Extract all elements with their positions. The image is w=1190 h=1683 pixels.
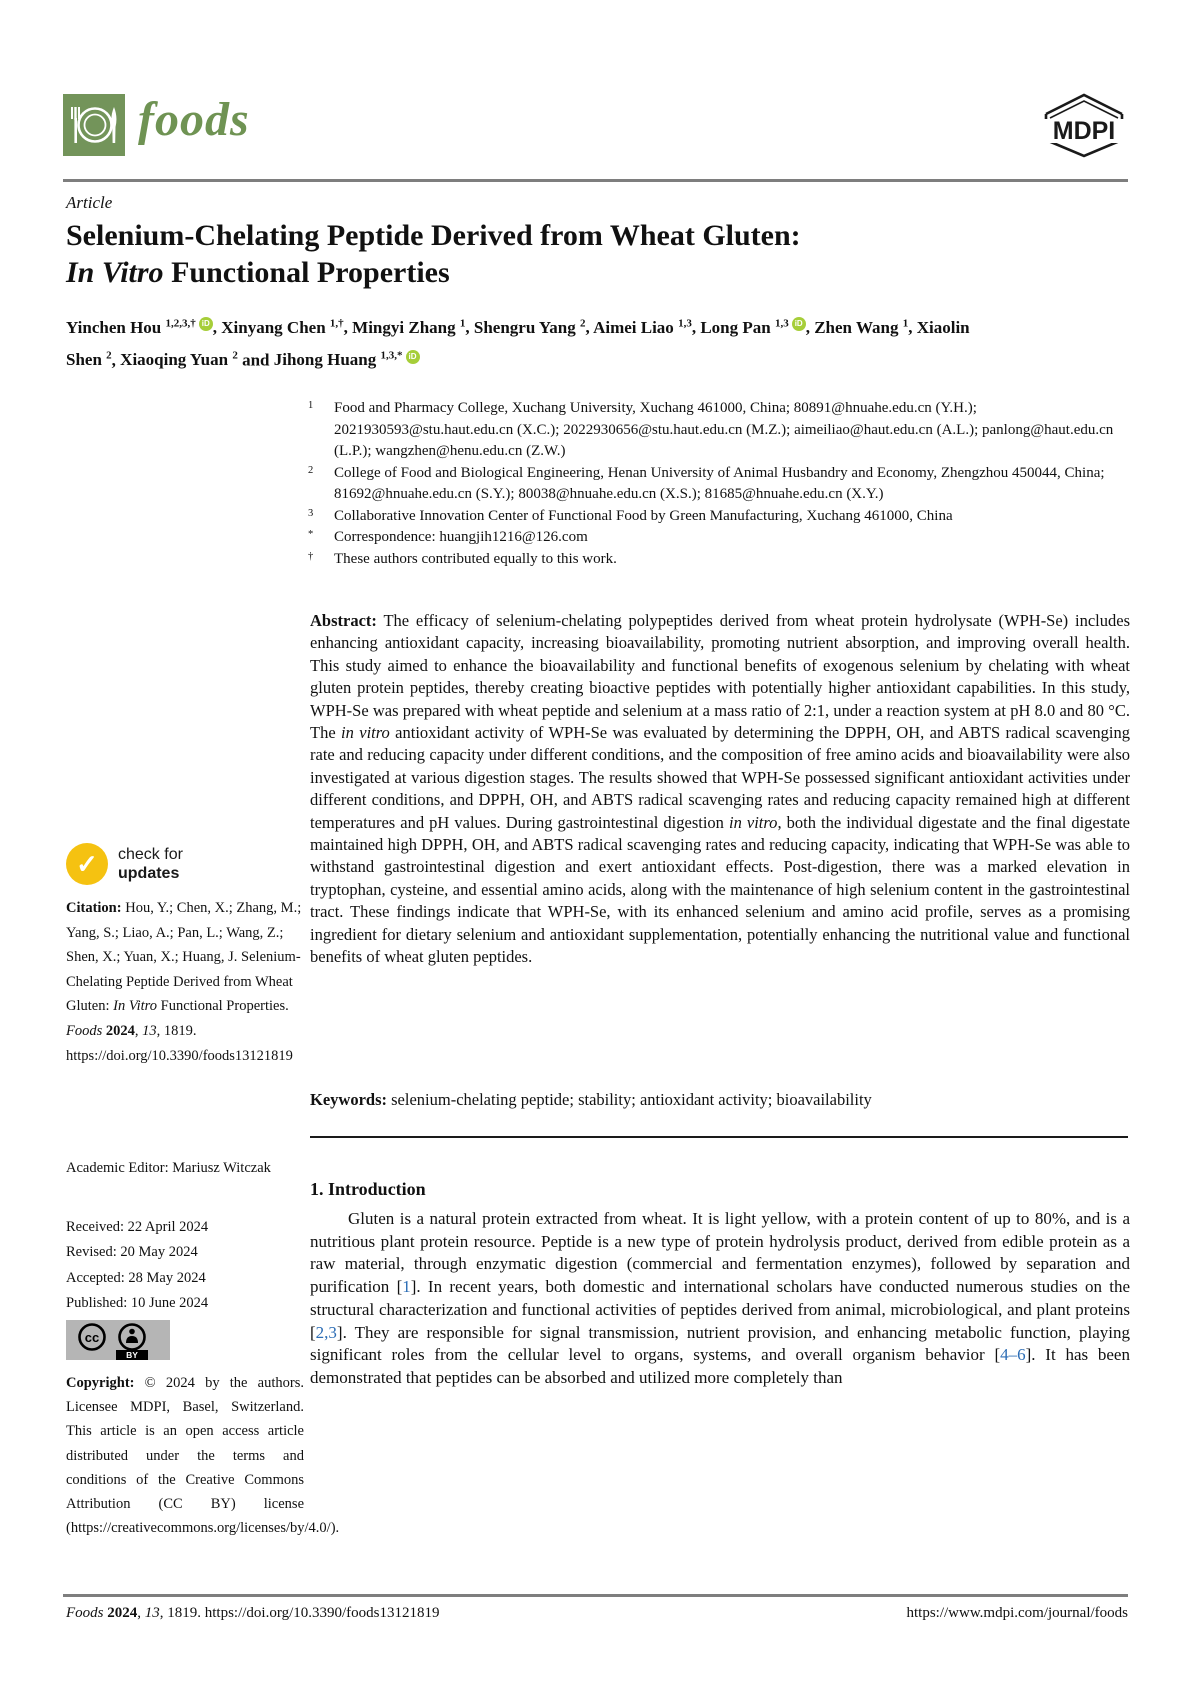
affiliation-row [308,506,1130,528]
title-line1: Selenium-Chelating Peptide Derived from Wheat Gluten: [66,219,801,252]
orcid-icon[interactable]: iD [406,350,420,364]
author-name: Jihong Huang $^{1,3,*}$ iD [274,350,420,369]
foods-logo-icon [63,94,125,156]
affiliations [308,398,1130,570]
author-name: Long Pan $^{1,3}$ iD [700,318,805,337]
check-for-updates-line1: check for [118,846,183,863]
author-name: Shengru Yang $^2$ [473,317,586,337]
affiliation-text: Correspondence: huangjih1216@126.com [334,529,588,545]
check-for-updates-badge[interactable] [66,843,183,885]
affiliation-marker: † [308,550,314,562]
introduction-paragraph: Gluten is a natural protein extracted from wheat. It is light yellow, with a protein content of up to 80%, and is a nutritious plant protein resource. Peptide is a new type of protein hydrolysis product, derived from edible protein as a raw material, through enzymatic digestion (commercial and fermentation enzymes), followed by separation and purification [1]. In recent years, both domestic and international scholars have conducted numerous studies on the structural characterization and functional activities of peptides derived from animal, microbiological, and plant proteins [2,3]. They are responsible for signal transmission, nutrient provision, and enhancing metabolic function, playing significant roles from the cellular level to organs, systems, and overall organism behavior [4–6]. It has been demonstrated that peptides can be absorbed and utilized more completely than [310,1209,1131,1387]
academic-editor: Academic Editor: Mariusz Witczak [66,1160,271,1176]
author-name: Yinchen Hou $^{1,2,3,\dagger}$ iD [66,318,213,337]
affiliation-marker: 3 [308,507,314,519]
keywords: Keywords: selenium-chelating peptide; stability; antioxidant activity; bioavailability [310,1090,872,1109]
orcid-icon[interactable]: iD [199,317,213,331]
author-line: Yinchen Hou $^{1,2,3,\dagger}$ iD , Xinyang Chen $^{1,\dagger}$, Mingyi Zhang $^1$, Shengru Yang $^2$, Aimei Liao $^{1,3}$, Long Pan $^{1,3}$ iD , Zhen Wang $^1$, Xiaolin Shen $^2$, Xiaoqing Yuan $^2$ and Jihong Huang $^{1,3,*}$ iD [66,317,970,370]
author-name: Zhen Wang $^1$ [814,317,909,337]
reference-link[interactable]: 1 [402,1277,411,1297]
affiliation-row [308,527,1130,549]
footer-citation: Foods 2024, 13, 1819. https://doi.org/10.3390/foods13121819 [66,1605,440,1621]
author-name: Xiaolin Shen $^2$ [66,317,970,370]
affiliation-row [308,398,1130,463]
affiliation-text: Collaborative Innovation Center of Functional Food by Green Manufacturing, Xuchang 461000, China [334,507,953,524]
title-rest: Functional Properties [163,256,450,289]
header-divider [63,179,1128,182]
revised-date: Revised: 20 May 2024 [66,1244,198,1261]
affiliation-text: Food and Pharmacy College, Xuchang University, Xuchang 461000, China; 80891@hnuahe.edu.cn (Y.H.); 2021930593@stu.haut.edu.cn (X.C.); 2022930656@stu.haut.edu.cn (M.Z.); aimeiliao@haut.edu.cn (A.L.); panlong@haut.edu.cn (L.P.); wangzhen@henu.edu.cn (Z.W.) [334,400,1114,459]
page-title [66,217,996,291]
citation-block: Citation: Hou, Y.; Chen, X.; Zhang, M.; Yang, S.; Liao, A.; Pan, L.; Wang, Z.; Shen, X.; Yuan, X.; Huang, J. Selenium-Chelating Peptide Derived from Wheat Gluten: In Vitro Functional Properties. Foods 2024, 13, 1819. https://doi.org/10.3390/foods13121819 [66,900,302,1064]
accepted-date: Accepted: 28 May 2024 [66,1269,206,1286]
published-date: Published: 10 June 2024 [66,1294,209,1311]
check-for-updates-line2: updates [118,865,180,882]
affiliation-marker: 2 [308,464,314,476]
affiliation-row [308,549,1130,571]
check-icon: ✓ [66,843,108,885]
affiliation-text: These authors contributed equally to this work. [334,550,617,567]
footer-divider [63,1594,1128,1597]
affiliation-marker: * [308,529,314,540]
svg-text:MDPI: MDPI [1052,117,1116,145]
article-type-label: Article [66,193,113,212]
history-dates [66,1215,208,1316]
affiliation-text: College of Food and Biological Engineering, Henan University of Animal Husbandry and Economy, Zhengzhou 450044, China; 81692@hnuahe.edu.cn (S.Y.); 80038@hnuahe.edu.cn (X.S.); 81685@hnuahe.edu.cn (X.Y.) [334,464,1105,502]
cc-by-license-icon[interactable] [66,1320,170,1360]
svg-text:cc: cc [84,1330,100,1345]
author-name: Xinyang Chen $^{1,\dagger}$ [221,317,344,337]
author-name: Mingyi Zhang $^1$ [352,317,466,337]
copyright-block: Copyright: © 2024 by the authors. Licensee MDPI, Basel, Switzerland. This article is an open access article distributed under the terms and conditions of the Creative Commons Attribution (CC BY) license (https://creativecommons.org/licenses/by/4.0/). [66,1375,340,1537]
author-name: Aimei Liao $^{1,3}$ [593,317,692,337]
svg-text:BY: BY [126,1350,138,1360]
introduction-heading: 1. Introduction [310,1179,426,1199]
title-italic-part: In Vitro [66,256,164,289]
reference-link[interactable]: 2,3 [315,1322,337,1342]
footer-journal-url[interactable]: https://www.mdpi.com/journal/foods [906,1605,1128,1621]
mdpi-logo [1040,90,1128,160]
received-date: Received: 22 April 2024 [66,1219,209,1235]
check-for-updates-label [118,845,183,883]
affiliation-marker: 1 [308,400,314,411]
reference-link[interactable]: 4–6 [1000,1345,1026,1365]
section-divider [310,1136,1128,1138]
orcid-icon[interactable]: iD [792,317,806,331]
author-name: Xiaoqing Yuan $^2$ [120,349,238,370]
affiliation-row [308,463,1130,506]
journal-wordmark: foods [138,93,250,146]
abstract: Abstract: The efficacy of selenium-chelating polypeptides derived from wheat protein hydrolysate (WPH-Se) includes enhancing antioxidant capacity, increasing bioavailability, promoting nutrient absorption, and improving overall health. This study aimed to enhance the bioavailability and functional benefits of exogenous selenium by chelating with wheat gluten protein peptides, thereby creating bioactive peptides with potentially higher antioxidant capabilities. In this study, WPH-Se was prepared with wheat peptide and selenium at a mass ratio of 2:1, under a reaction system at pH 8.0 and 80 °C. The in vitro antioxidant activity of WPH-Se was evaluated by determining the DPPH, OH, and ABTS radical scavenging rate and reducing capacity under different conditions, and the composition of free amino acids and bioavailability were also investigated at various digestion stages. The results showed that WPH-Se possessed significant antioxidant activities under different conditions, and DPPH, OH, and ABTS radical scavenging rates and reducing capacity remained high at different temperatures and pH values. During gastrointestinal digestion in vitro, both the individual digestate and the final digestate maintained high DPPH, OH, and ABTS radical scavenging rates and reducing capacity, indicating that WPH-Se was able to withstand gastrointestinal digestion and exert antioxidant effects. Post-digestion, there was a marked elevation in tryptophan, cysteine, and essential amino acids, along with the maintenance of high selenium content in the gastrointestinal tract. These findings indicate that WPH-Se, with its enhanced selenium and amino acid profile, serves as a promising ingredient for dietary selenium and antioxidant supplementation, potentially enhancing the nutritional value and functional benefits of wheat gluten peptides. [310,611,1130,967]
